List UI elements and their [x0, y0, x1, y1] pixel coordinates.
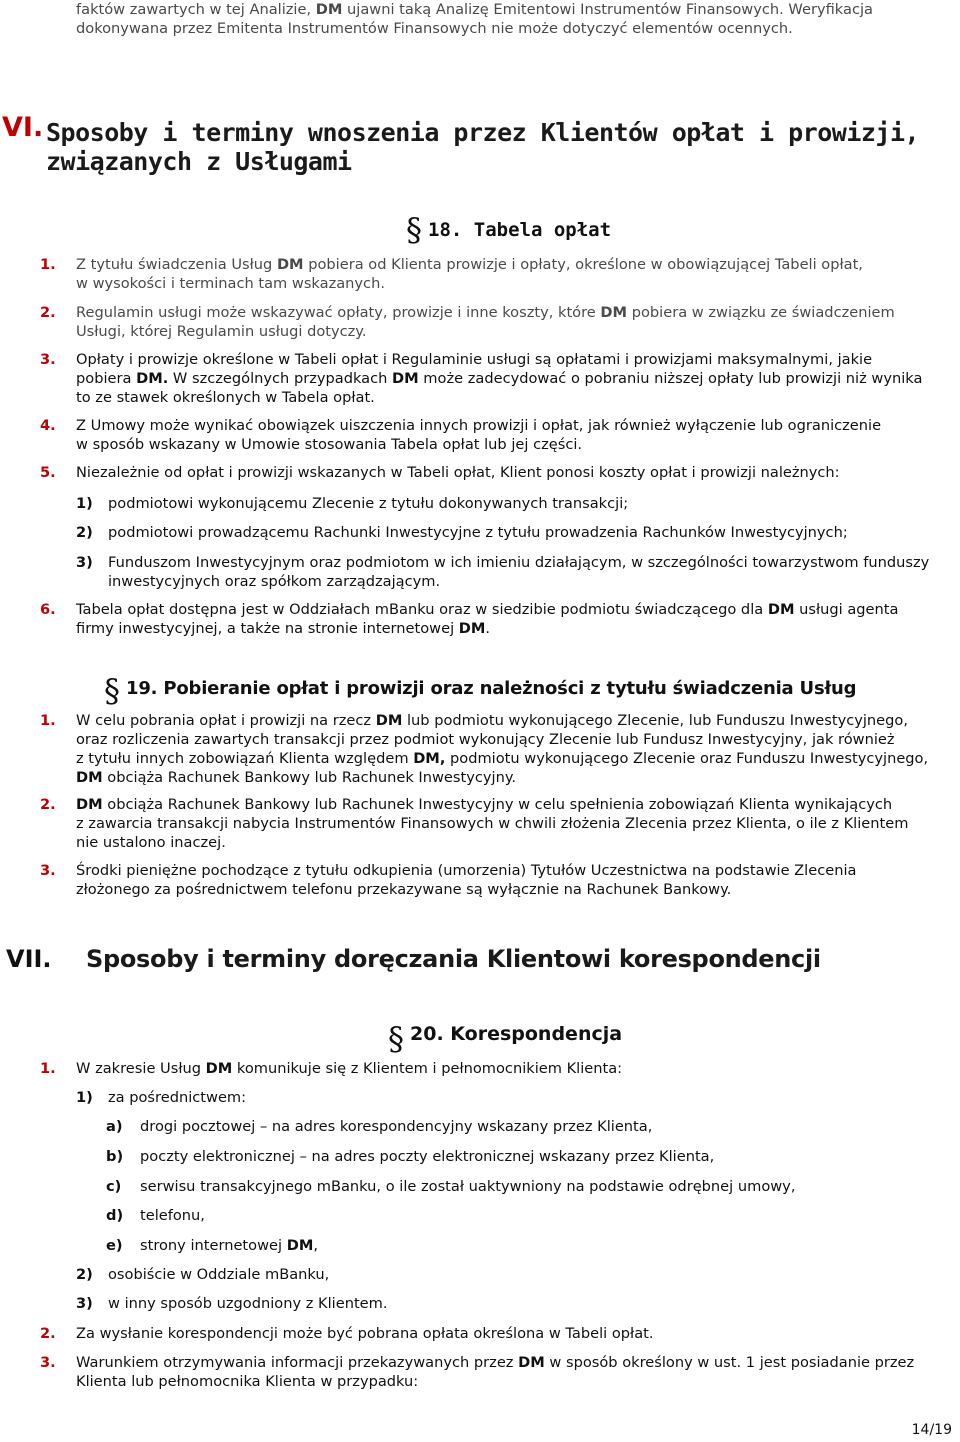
- letter-item-text: [140, 1236, 318, 1255]
- text-line: złożonego za pośrednictwem telefonu przekazywane są wyłącznie na Rachunek Bankowy.: [76, 881, 732, 898]
- text: .: [485, 620, 491, 637]
- sub-item-number: 2): [76, 1266, 93, 1283]
- text: obciąża Rachunek Bankowy lub Rachunek Inwestycyjny w celu spełnienia zobowiązań Klienta wynikających: [102, 796, 893, 813]
- sub-item-text: w inny sposób uzgodniony z Klientem.: [108, 1295, 388, 1312]
- text: w sposób określony w ust. 1 jest posiadanie przez: [544, 1354, 915, 1371]
- section-title-line: Sposoby i terminy wnoszenia przez Klientów opłat i prowizji,: [46, 118, 920, 147]
- text: podmiotu wykonującego Zlecenie oraz Funduszu Inwestycyjnego,: [445, 750, 929, 767]
- text-line: Opłaty i prowizje określone w Tabeli opłat i Regulaminie usługi są opłatami i prowizjami maksymalnymi, jakie: [76, 351, 873, 368]
- letter-item-text: drogi pocztowej – na adres korespondencyjny wskazany przez Klienta,: [140, 1118, 653, 1135]
- text: może zadecydować o pobraniu niższej opłaty lub prowizji niż wynika: [418, 370, 923, 387]
- text: pobiera w związku ze świadczeniem: [627, 304, 895, 321]
- letter-item-marker: b): [106, 1148, 124, 1165]
- text: faktów zawartych w tej Analizie,: [76, 1, 316, 18]
- item-number: 5.: [40, 464, 56, 481]
- text: lub podmiotu wykonującego Zlecenie, lub Funduszu Inwestycyjnego,: [402, 712, 908, 729]
- text-line: Środki pieniężne pochodzące z tytułu odkupienia (umorzenia) Tytułów Uczestnictwa na podstawie Zlecenia: [76, 862, 857, 879]
- item-number: 6.: [40, 601, 56, 618]
- text-line: oraz rozliczenia zawartych transakcji przez podmiot wykonujący Zlecenie lub Fundusz Inwestycyjny, jak również: [76, 731, 895, 748]
- text: usługi agenta: [794, 601, 899, 618]
- item-text: [76, 711, 946, 787]
- item-number: 1.: [40, 1060, 56, 1077]
- text-line: Z Umowy może wynikać obowiązek uiszczenia innych prowizji i opłat, jak również wyłączenie lub ograniczenie: [76, 417, 882, 434]
- sub-item-number: 2): [76, 524, 93, 541]
- dm-abbrev: DM: [600, 304, 628, 321]
- text-line: Klienta lub pełnomocnika Klienta w przypadku:: [76, 1373, 419, 1390]
- letter-item-marker: e): [106, 1237, 123, 1254]
- text-line: [76, 0, 956, 19]
- text-line: to ze stawek określonych w Tabela opłat.: [76, 389, 375, 406]
- item-number: 2.: [40, 304, 56, 321]
- item-number: 3.: [40, 862, 56, 879]
- sub-item-text: podmiotowi wykonującemu Zlecenie z tytułu dokonywanych transakcji;: [108, 495, 629, 512]
- text-line: w wysokości i terminach tam wskazanych.: [76, 275, 385, 292]
- text: Warunkiem otrzymywania informacji przekazywanych przez: [76, 1354, 519, 1371]
- letter-item-marker: d): [106, 1207, 124, 1224]
- dm-abbrev: DM: [315, 1, 343, 18]
- dm-abbrev: DM: [205, 1060, 233, 1077]
- letter-item-text: telefonu,: [140, 1207, 205, 1224]
- sub-item-text: osobiście w Oddziale mBanku,: [108, 1266, 330, 1283]
- letter-item-marker: c): [106, 1178, 122, 1195]
- section-title: [46, 118, 919, 176]
- text: firmy inwestycyjnej, a także na stronie internetowej: [76, 620, 459, 637]
- item-text: [76, 600, 946, 638]
- text: W szczególnych przypadkach: [168, 370, 393, 387]
- dm-abbrev: DM: [392, 370, 419, 387]
- dm-abbrev: DM.: [136, 370, 169, 387]
- continuation-text: [76, 0, 956, 38]
- text-line: z zawarcia transakcji nabycia Instrumentów Finansowych w chwili złożenia Zlecenia przez Klienta, o ile z Klientem: [76, 815, 909, 832]
- sub-item-text: za pośrednictwem:: [108, 1089, 247, 1106]
- paragraph-title: 19. Pobieranie opłat i prowizji oraz należności z tytułu świadczenia Usług: [126, 678, 857, 699]
- dm-abbrev: DM: [458, 620, 486, 637]
- text-line: w sposób wskazany w Umowie stosowania Tabela opłat lub jej części.: [76, 436, 583, 453]
- item-text: [76, 1353, 946, 1391]
- text-line: Funduszom Inwestycyjnym oraz podmiotom w ich imieniu działającym, w szczególności towarzystwom funduszy: [108, 554, 930, 571]
- text-line: inwestycyjnych oraz spółkom zarządzającym.: [108, 573, 441, 590]
- text: obciąża Rachunek Bankowy lub Rachunek Inwestycyjny.: [102, 769, 517, 786]
- text-line: Usługi, której Regulamin usługi dotyczy.: [76, 323, 367, 340]
- text: ,: [313, 1237, 318, 1254]
- sub-item-text: [108, 553, 948, 591]
- dm-abbrev: DM,: [413, 750, 446, 767]
- item-number: 3.: [40, 351, 56, 368]
- sub-item-number: 3): [76, 554, 93, 571]
- paragraph-title: 20. Korespondencja: [410, 1023, 623, 1045]
- item-text: [76, 795, 946, 852]
- sub-item-text: podmiotowi prowadzącemu Rachunki Inwestycyjne z tytułu prowadzenia Rachunków Inwestycyjnych;: [108, 524, 848, 541]
- item-text: [76, 861, 946, 899]
- dm-abbrev: DM: [767, 601, 795, 618]
- item-number: 2.: [40, 1325, 56, 1342]
- section-title-line: związanych z Usługami: [46, 147, 352, 176]
- item-number: 1.: [40, 256, 56, 273]
- item-text: [76, 1059, 946, 1078]
- paragraph-symbol: §: [104, 672, 120, 710]
- text: W celu pobrania opłat i prowizji na rzecz: [76, 712, 376, 729]
- dm-abbrev: DM: [76, 796, 103, 813]
- item-number: 4.: [40, 417, 56, 434]
- text: Regulamin usługi może wskazywać opłaty, prowizje i inne koszty, które: [76, 304, 601, 321]
- section-number: VII.: [6, 945, 52, 973]
- text: komunikuje się z Klientem i pełnomocnikiem Klienta:: [232, 1060, 623, 1077]
- letter-item-text: serwisu transakcyjnego mBanku, o ile został uaktywniony na podstawie odrębnej umowy,: [140, 1178, 796, 1195]
- paragraph-symbol: §: [406, 211, 422, 249]
- item-text: [76, 350, 946, 407]
- sub-item-number: 1): [76, 495, 93, 512]
- text: pobiera od Klienta prowizje i opłaty, określone w obowiązującej Tabeli opłat,: [303, 256, 863, 273]
- text-line: dokonywana przez Emitenta Instrumentów Finansowych nie może dotyczyć elementów ocennych.: [76, 20, 793, 37]
- item-number: 2.: [40, 796, 56, 813]
- item-text: [76, 416, 946, 454]
- item-text: Niezależnie od opłat i prowizji wskazanych w Tabeli opłat, Klient ponosi koszty opłat i prowizji należnych:: [76, 464, 840, 481]
- paragraph-title: 18. Tabela opłat: [428, 219, 612, 241]
- dm-abbrev: DM: [276, 256, 304, 273]
- paragraph-symbol: §: [388, 1020, 404, 1058]
- section-number: VI.: [2, 112, 44, 143]
- page-number: 14/19: [911, 1422, 952, 1438]
- text: Tabela opłat dostępna jest w Oddziałach mBanku oraz w siedzibie podmiotu świadczącego dla: [76, 601, 768, 618]
- sub-item-number: 1): [76, 1089, 93, 1106]
- item-text: [76, 303, 946, 341]
- text: strony internetowej: [140, 1237, 287, 1254]
- sub-item-number: 3): [76, 1295, 93, 1312]
- text: z tytułu innych zobowiązań Klienta względem: [76, 750, 414, 767]
- dm-abbrev: DM: [375, 712, 403, 729]
- text: pobiera: [76, 370, 137, 387]
- dm-abbrev: DM: [518, 1354, 545, 1371]
- letter-item-marker: a): [106, 1118, 123, 1135]
- dm-abbrev: DM: [286, 1237, 314, 1254]
- item-number: 3.: [40, 1354, 56, 1371]
- item-text: Za wysłanie korespondencji może być pobrana opłata określona w Tabeli opłat.: [76, 1325, 654, 1342]
- text: ujawni taką Analizę Emitentowi Instrumentów Finansowych. Weryfikacja: [342, 1, 873, 18]
- item-text: [76, 255, 946, 293]
- letter-item-text: poczty elektronicznej – na adres poczty elektronicznej wskazany przez Klienta,: [140, 1148, 715, 1165]
- text: W zakresie Usług: [76, 1060, 206, 1077]
- item-number: 1.: [40, 712, 56, 729]
- section-title: Sposoby i terminy doręczania Klientowi korespondencji: [86, 945, 821, 973]
- text: Z tytułu świadczenia Usług: [76, 256, 277, 273]
- dm-abbrev: DM: [76, 769, 103, 786]
- text-line: nie ustalono inaczej.: [76, 834, 226, 851]
